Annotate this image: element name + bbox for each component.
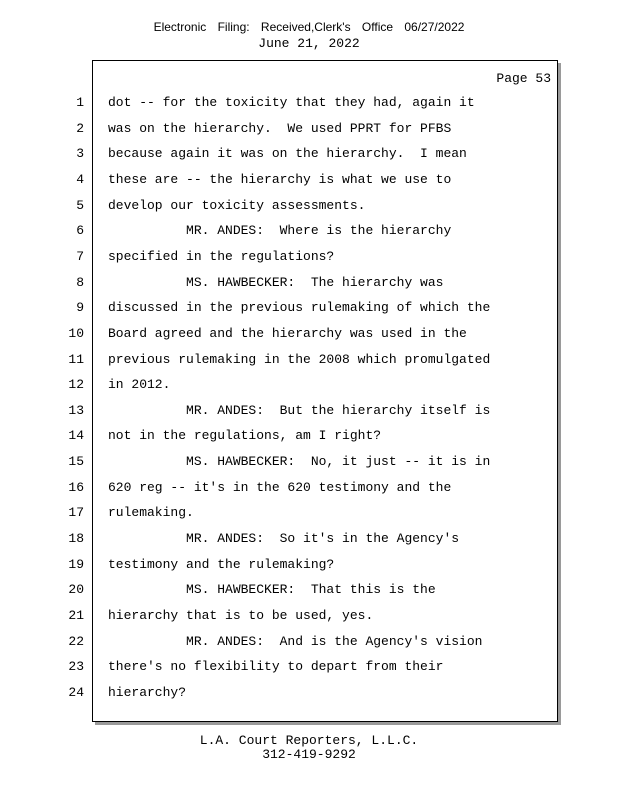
line-number: 5 — [76, 198, 84, 213]
line-text: these are -- the hierarchy is what we use to — [108, 172, 452, 187]
line-text: there's no flexibility to depart from their — [108, 659, 444, 674]
line-number: 13 — [68, 403, 84, 418]
line-number: 7 — [76, 249, 84, 264]
line-text: rulemaking. — [108, 505, 194, 520]
line-number: 12 — [68, 377, 84, 392]
line-number: 11 — [68, 352, 84, 367]
line-number: 24 — [68, 685, 84, 700]
line-text: MS. HAWBECKER: No, it just -- it is in — [108, 454, 491, 469]
line-text: 620 reg -- it's in the 620 testimony and the — [108, 480, 452, 495]
line-text: hierarchy that is to be used, yes. — [108, 608, 374, 623]
line-number: 16 — [68, 480, 84, 495]
line-text: was on the hierarchy. We used PPRT for PFBS — [108, 121, 452, 136]
line-number: 15 — [68, 454, 84, 469]
line-text: MS. HAWBECKER: The hierarchy was — [108, 275, 444, 290]
line-text: in 2012. — [108, 377, 171, 392]
line-number: 8 — [76, 275, 84, 290]
line-number: 1 — [76, 95, 84, 110]
line-number: 4 — [76, 172, 84, 187]
line-text: not in the regulations, am I right? — [108, 428, 382, 443]
line-text: develop our toxicity assessments. — [108, 198, 366, 213]
line-text: previous rulemaking in the 2008 which promulgated — [108, 352, 491, 367]
line-number: 19 — [68, 557, 84, 572]
line-text: because again it was on the hierarchy. I mean — [108, 146, 467, 161]
line-number: 9 — [76, 300, 84, 315]
footer-phone: 312-419-9292 — [262, 747, 356, 762]
line-number: 20 — [68, 582, 84, 597]
line-text: Board agreed and the hierarchy was used in the — [108, 326, 467, 341]
filing-stamp: Electronic Filing: Received,Clerk's Office 06/27/2022 — [153, 20, 465, 34]
line-text: dot -- for the toxicity that they had, again it — [108, 95, 475, 110]
line-text: testimony and the rulemaking? — [108, 557, 335, 572]
line-number: 17 — [68, 505, 84, 520]
footer-company: L.A. Court Reporters, L.L.C. — [199, 733, 419, 748]
line-number: 6 — [76, 223, 84, 238]
line-number: 3 — [76, 146, 84, 161]
line-number: 18 — [68, 531, 84, 546]
line-number: 22 — [68, 634, 84, 649]
line-number: 23 — [68, 659, 84, 674]
line-number: 14 — [68, 428, 84, 443]
line-number: 10 — [68, 326, 84, 341]
line-text: MR. ANDES: So it's in the Agency's — [108, 531, 460, 546]
transcript-date: June 21, 2022 — [258, 36, 360, 51]
line-text: MS. HAWBECKER: That this is the — [108, 582, 436, 597]
line-number: 21 — [68, 608, 84, 623]
line-text: MR. ANDES: But the hierarchy itself is — [108, 403, 491, 418]
line-text: MR. ANDES: Where is the hierarchy — [108, 223, 452, 238]
line-text: MR. ANDES: And is the Agency's vision — [108, 634, 483, 649]
line-text: hierarchy? — [108, 685, 187, 700]
page-number: Page 53 — [496, 71, 551, 86]
line-text: specified in the regulations? — [108, 249, 335, 264]
line-text: discussed in the previous rulemaking of which the — [108, 300, 491, 315]
line-number: 2 — [76, 121, 84, 136]
